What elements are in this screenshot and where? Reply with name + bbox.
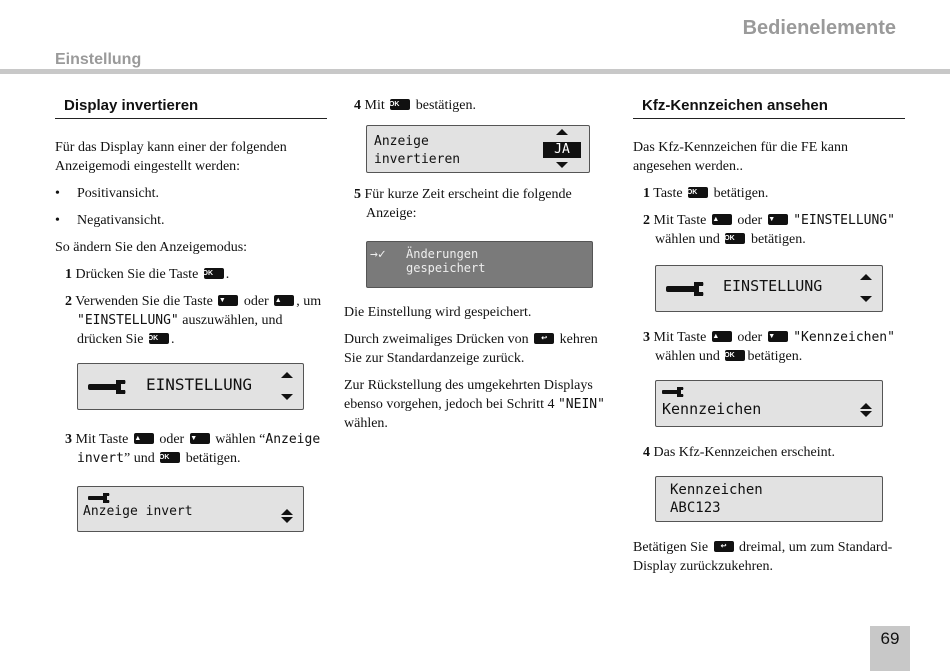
lcd-display-anzeige-invert <box>77 486 304 532</box>
step-text: wählen und <box>655 232 720 247</box>
page-header-title: Bedienelemente <box>742 17 896 39</box>
menu-code: "EINSTELLUNG" <box>77 313 179 328</box>
step-text: um <box>303 294 322 309</box>
step-5 <box>344 185 616 223</box>
lcd-text: gespeichert <box>406 261 486 275</box>
up-arrow-key-icon: ▲ <box>712 331 732 342</box>
header-rule <box>0 69 950 74</box>
column-bestaetigen <box>344 96 616 441</box>
lcd-text: EINSTELLUNG <box>723 277 823 295</box>
step-text: betätigen. <box>747 349 803 364</box>
lcd-text: Anzeige invert <box>83 504 193 519</box>
step-text: Mit Taste <box>653 213 707 228</box>
menu-code: "Kennzeichen" <box>793 330 895 345</box>
step-number: 1 <box>65 267 72 282</box>
step-text: oder <box>159 432 185 447</box>
paragraph-text: Betätigen Sie <box>633 540 709 555</box>
scroll-arrows-icon <box>281 509 295 523</box>
step-text: oder <box>737 330 763 345</box>
step-text: Drücken Sie die Taste <box>75 267 199 282</box>
paragraph-text: dreimal, um zum Standard-Display zurückzukehren. <box>633 540 893 574</box>
section-title: Einstellung <box>55 51 142 68</box>
menu-code: "NEIN" <box>557 397 605 412</box>
lcd-display-kennzeichen-value <box>655 476 883 522</box>
scroll-arrows-icon <box>281 372 295 400</box>
change-intro: So ändern Sie den Anzeigemodus: <box>55 240 248 255</box>
lcd-display-kennzeichen-menu <box>655 380 883 427</box>
step-text: betätigen. <box>185 451 241 466</box>
heading-display-invertieren: Display invertieren <box>55 96 327 119</box>
step-number: 3 <box>65 432 72 447</box>
ok-key-icon: OK <box>725 350 745 361</box>
lcd-value-text: JA <box>554 142 570 157</box>
step-text: betätigen. <box>750 232 806 247</box>
ok-key-icon: OK <box>390 99 410 110</box>
lcd-display-invertieren-ja <box>366 125 590 173</box>
ok-key-icon: OK <box>204 268 224 279</box>
wrench-icon <box>662 387 686 397</box>
step-2 <box>633 211 905 249</box>
step-4 <box>344 96 616 115</box>
step-1: 1 Drücken Sie die Taste OK . <box>65 267 230 282</box>
wrench-icon <box>88 379 130 395</box>
down-arrow-icon <box>556 162 568 168</box>
down-arrow-key-icon: ▼ <box>768 331 788 342</box>
lcd-display-einstellung <box>655 265 883 312</box>
step-number: 4 <box>643 445 650 460</box>
down-arrow-key-icon: ▼ <box>190 433 210 444</box>
ok-key-icon: OK <box>688 187 708 198</box>
lcd-value-selected <box>543 142 581 158</box>
paragraph-text: wählen. <box>344 416 388 431</box>
down-arrow-key-icon: ▼ <box>768 214 788 225</box>
step-text: oder <box>737 213 763 228</box>
paragraph <box>344 330 616 368</box>
page-number: 69 <box>870 626 910 671</box>
step-text: Taste <box>653 186 683 201</box>
lcd-text: Kennzeichen <box>670 482 763 498</box>
step-number: 2 <box>643 213 650 228</box>
step-text: Mit <box>364 98 385 113</box>
lcd-text: Änderungen <box>406 247 479 261</box>
menu-code: "EINSTELLUNG" <box>793 213 895 228</box>
step-3: 3 Mit Taste ▲ oder ▼ wählen “Anzeige invert” und OK betätigen. <box>65 432 321 466</box>
menu-code: Anzeige invert <box>77 432 321 466</box>
bullet-text: Negativansicht. <box>77 213 165 228</box>
paragraph-text: Zur Rückstellung des umgekehrten Displays ebenso vorgehen, jedoch bei Schritt 4 <box>344 378 593 412</box>
step-number: 3 <box>643 330 650 345</box>
scroll-arrows-icon <box>860 274 874 302</box>
wrench-icon <box>666 281 708 297</box>
step-text: oder <box>243 294 269 309</box>
paragraph <box>344 376 616 433</box>
step-text: Das Kfz-Kennzeichen erscheint. <box>653 445 836 460</box>
step-3 <box>633 328 905 366</box>
bullet-item: • Negativansicht. <box>55 213 165 228</box>
scroll-arrows-icon <box>860 403 874 417</box>
lcd-display-einstellung <box>77 363 304 410</box>
ok-key-icon: OK <box>149 333 169 344</box>
bullet-text: Positivansicht. <box>77 186 160 201</box>
up-arrow-key-icon: ▲ <box>712 214 732 225</box>
lcd-text: Kennzeichen <box>662 400 762 418</box>
lcd-text: ABC123 <box>670 500 721 516</box>
bullet-item: • Positivansicht. <box>55 186 160 201</box>
step-text: bestätigen. <box>415 98 476 113</box>
ok-key-icon: OK <box>160 452 180 463</box>
step-text: Mit Taste <box>653 330 707 345</box>
back-key-icon: ↩ <box>714 541 734 552</box>
up-arrow-key-icon: ▲ <box>274 295 294 306</box>
column-kfz-kennzeichen <box>633 96 905 584</box>
step-text: wählen <box>215 432 256 447</box>
lcd-text: Anzeige <box>374 134 429 149</box>
step-text: Für kurze Zeit erscheint die folgende Anzeige: <box>364 187 572 221</box>
step-text: und <box>133 451 155 466</box>
step-text: wählen und <box>655 349 720 364</box>
up-arrow-icon <box>556 129 568 135</box>
ok-key-icon: OK <box>725 233 745 244</box>
lcd-text: EINSTELLUNG <box>146 375 252 394</box>
up-arrow-key-icon: ▲ <box>134 433 154 444</box>
paragraph: Die Einstellung wird gespeichert. <box>344 305 532 320</box>
step-4 <box>633 443 905 462</box>
heading-kfz-kennzeichen: Kfz-Kennzeichen ansehen <box>633 96 905 119</box>
step-number: 1 <box>643 186 650 201</box>
step-number: 5 <box>354 187 361 202</box>
check-icon: →✓ <box>370 247 386 262</box>
lcd-text: invertieren <box>374 152 461 167</box>
outro-text <box>633 538 905 576</box>
step-number: 2 <box>65 294 72 309</box>
step-text: betätigen. <box>713 186 769 201</box>
step-2: 2 Verwenden Sie die Taste ▼ oder ▲ , um "EINSTELLUNG" auszuwählen, und drücken Sie OK . <box>65 294 322 347</box>
step-text: auszuwählen, und drücken Sie <box>77 313 283 347</box>
step-text: Mit Taste <box>75 432 129 447</box>
step-text: Verwenden Sie die Taste <box>75 294 213 309</box>
paragraph-text: kehren Sie zur Standardanzeige zurück. <box>344 332 598 366</box>
intro-text: Für das Display kann einer der folgenden Anzeigemodi eingestellt werden: <box>55 140 287 174</box>
intro-text: Das Kfz-Kennzeichen für die FE kann angesehen werden.. <box>633 140 848 174</box>
step-number: 4 <box>354 98 361 113</box>
back-key-icon: ↩ <box>534 333 554 344</box>
paragraph-text: Durch zweimaliges Drücken von <box>344 332 529 347</box>
down-arrow-key-icon: ▼ <box>218 295 238 306</box>
column-display-invertieren <box>55 96 327 532</box>
lcd-display-gespeichert <box>366 241 593 288</box>
step-1 <box>633 184 905 203</box>
